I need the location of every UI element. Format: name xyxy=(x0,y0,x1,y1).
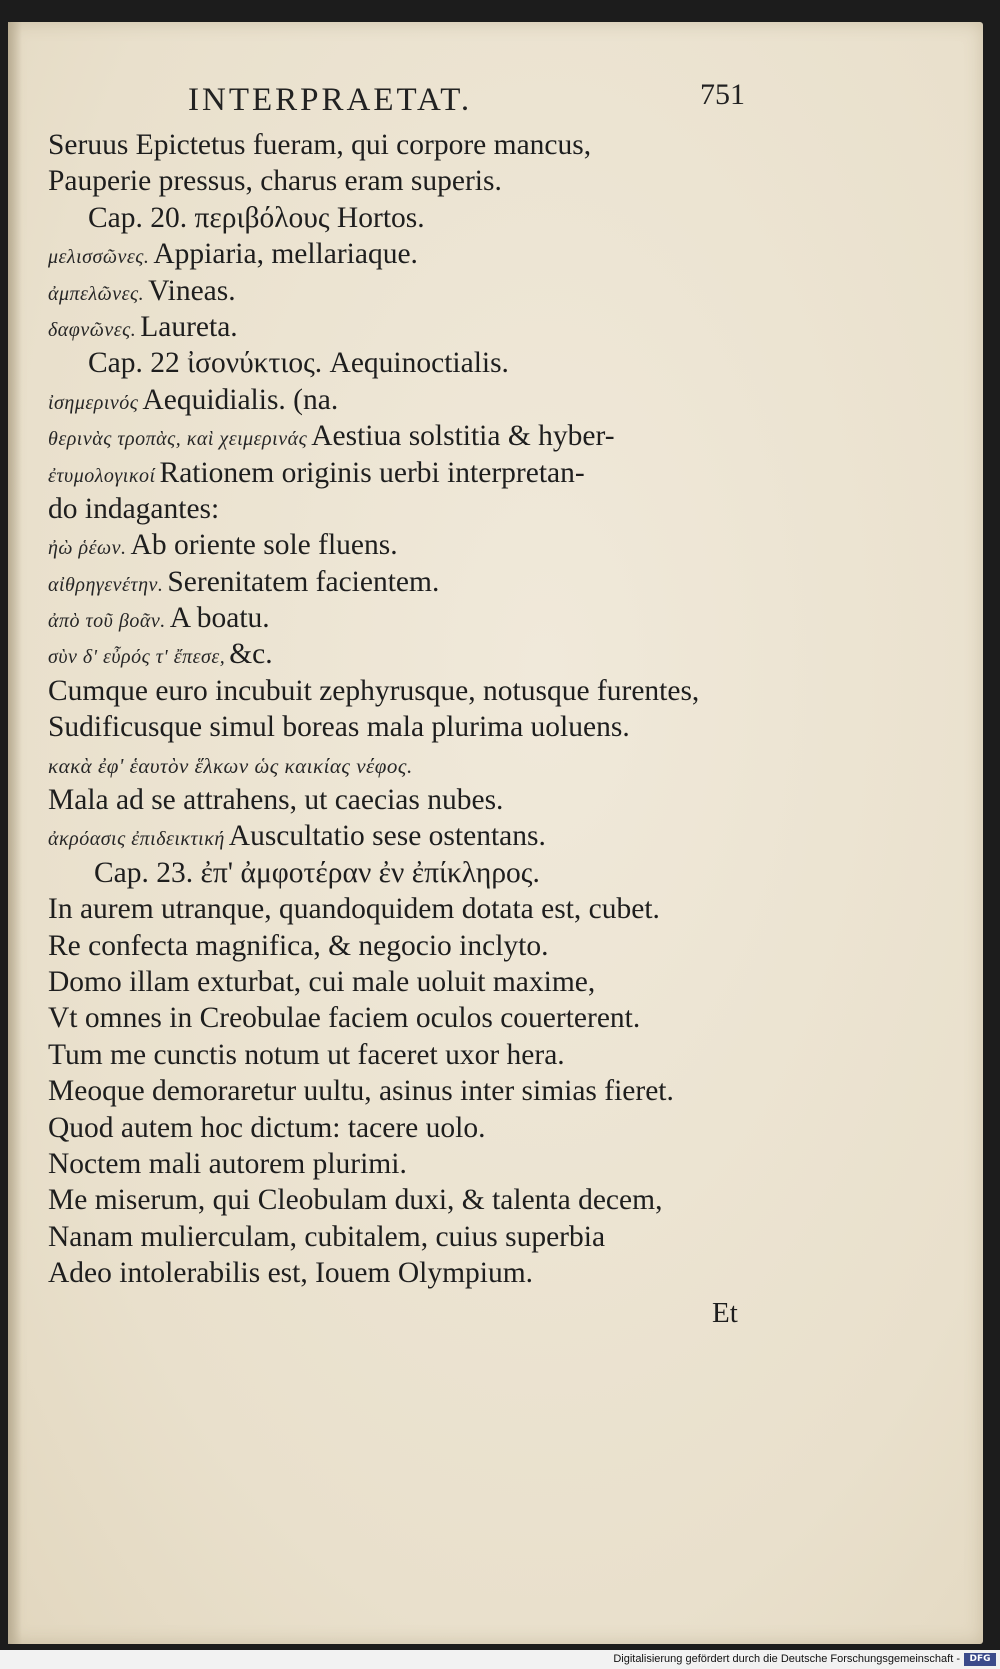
latin-text: In aurem utranque, quandoquidem dotata est, cubet. xyxy=(48,893,660,926)
page-number: 751 xyxy=(700,78,745,111)
text-line xyxy=(48,891,768,927)
greek-term: ἠὼ ῥέων. xyxy=(48,537,127,560)
latin-text: Ab oriente sole fluens. xyxy=(130,529,398,562)
greek-term: ἀκρόασις ἐπιδεικτική xyxy=(48,828,225,851)
text-line xyxy=(48,418,768,454)
page-gutter-shadow xyxy=(8,22,22,1644)
latin-text: Aestiua solstitia & hyber- xyxy=(311,420,615,453)
latin-text: Sudificusque simul boreas mala plurima uoluens. xyxy=(48,711,630,744)
latin-text: Rationem originis uerbi interpretan- xyxy=(159,456,585,489)
latin-text: Aequidialis. (na. xyxy=(142,383,339,416)
latin-text: Noctem mali autorem plurimi. xyxy=(48,1147,407,1180)
running-title: INTERPRAETAT. xyxy=(188,82,473,118)
greek-term: μελισσῶνες. xyxy=(48,246,150,269)
text-line xyxy=(48,818,768,854)
greek-term: ἐτυμολογικοί xyxy=(48,464,156,487)
dfg-logo: DFG xyxy=(964,1653,996,1666)
latin-text: Vt omnes in Creobulae faciem oculos couerterent. xyxy=(48,1002,641,1035)
text-line xyxy=(48,491,768,527)
text-line xyxy=(48,200,768,236)
latin-text: Re confecta magnifica, & negocio inclyto. xyxy=(48,929,549,962)
catchword: Et xyxy=(712,1297,738,1329)
text-line xyxy=(48,600,768,636)
greek-term: δαφνῶνες. xyxy=(48,318,137,341)
latin-text: Appiaria, mellariaque. xyxy=(153,238,418,271)
latin-text: Cap. 20. περιβόλους Hortos. xyxy=(88,201,425,234)
text-line xyxy=(48,163,768,199)
latin-text: Laureta. xyxy=(140,310,238,343)
latin-text: Auscultatio sese ostentans. xyxy=(228,820,546,853)
text-line xyxy=(48,273,768,309)
text-line xyxy=(48,636,768,672)
greek-term: ἀπὸ τοῦ βοᾶν. xyxy=(48,610,166,633)
latin-text: Seruus Epictetus fueram, qui corpore mancus, xyxy=(48,129,592,161)
text-line xyxy=(48,382,768,418)
text-line xyxy=(48,928,768,964)
text-line xyxy=(48,1073,768,1109)
text-line xyxy=(48,746,768,782)
latin-text: Meoque demoraretur uultu, asinus inter simias fieret. xyxy=(48,1075,674,1108)
latin-text: Vineas. xyxy=(148,274,236,307)
greek-term: κακὰ ἐφ' ἑαυτὸν ἕλκων ὡς καικίας νέφος. xyxy=(48,753,413,778)
text-line xyxy=(48,1219,768,1255)
latin-text: Pauperie pressus, charus eram superis. xyxy=(48,165,502,198)
greek-term: σὺν δ' εὖρός τ' ἔπεσε, xyxy=(48,646,226,669)
latin-text: Domo illam exturbat, cui male uoluit maxime, xyxy=(48,965,596,998)
text-line xyxy=(48,673,768,709)
funding-credit: Digitalisierung gefördert durch die Deutsche Forschungsgemeinschaft - xyxy=(613,1653,960,1665)
text-line xyxy=(48,127,768,163)
latin-text: Adeo intolerabilis est, Iouem Olympium. xyxy=(48,1257,534,1290)
text-line xyxy=(48,1182,768,1218)
greek-term: θερινὰς τροπὰς, καὶ χειμερινάς xyxy=(48,428,308,451)
text-line xyxy=(48,964,768,1000)
greek-term: αἰθρηγενέτην. xyxy=(48,573,164,596)
latin-text: Mala ad se attrahens, ut caecias nubes. xyxy=(48,784,504,817)
text-line xyxy=(48,1000,768,1036)
text-line xyxy=(48,1146,768,1182)
text-line xyxy=(48,1110,768,1146)
text-line xyxy=(48,709,768,745)
latin-text: A boatu. xyxy=(169,602,270,635)
latin-text: &c. xyxy=(229,638,273,671)
latin-text: Cap. 23. ἐπ' ἀμφοτέραν ἐν ἐπίκληρος. xyxy=(94,856,540,889)
latin-text: Tum me cunctis notum ut faceret uxor hera. xyxy=(48,1038,565,1071)
latin-text: Quod autem hoc dictum: tacere uolo. xyxy=(48,1111,486,1144)
latin-text: Cumque euro incubuit zephyrusque, notusque furentes, xyxy=(48,674,700,707)
latin-text: do indagantes: xyxy=(48,492,220,525)
text-line xyxy=(48,527,768,563)
running-header xyxy=(188,72,748,122)
latin-text: Nanam mulierculam, cubitalem, cuius superbia xyxy=(48,1220,606,1253)
text-line xyxy=(48,455,768,491)
text-block xyxy=(48,127,768,1292)
text-line xyxy=(48,564,768,600)
latin-text: Me miserum, qui Cleobulam duxi, & talenta decem, xyxy=(48,1184,663,1217)
text-line xyxy=(48,1037,768,1073)
text-line xyxy=(48,236,768,272)
text-line xyxy=(48,345,768,381)
text-line xyxy=(48,309,768,345)
digitization-footer xyxy=(0,1650,1000,1669)
text-line xyxy=(48,1255,768,1291)
latin-text: Serenitatem facientem. xyxy=(167,565,440,598)
latin-text: Cap. 22 ἰσονύκτιος. Aequinoctialis. xyxy=(88,347,509,380)
greek-term: ἰσημερινός xyxy=(48,391,139,414)
text-line xyxy=(48,855,768,891)
text-line xyxy=(48,782,768,818)
greek-term: ἀμπελῶνες. xyxy=(48,282,145,305)
